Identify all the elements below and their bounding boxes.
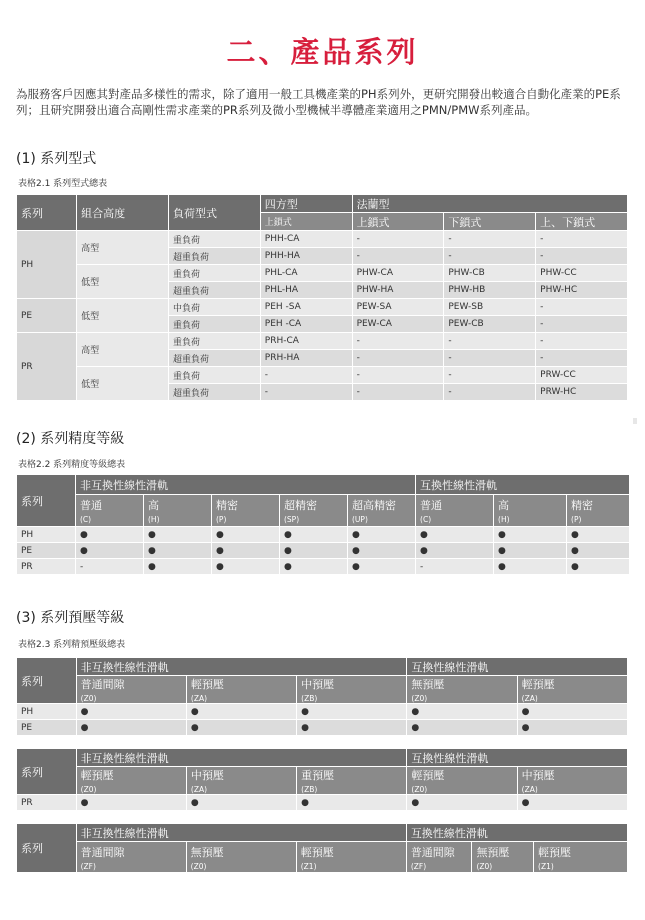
model-cell: - xyxy=(444,231,535,247)
mark-cell: ● xyxy=(494,543,566,558)
mark-cell: ● xyxy=(567,527,629,542)
mark-cell: ● xyxy=(280,527,347,542)
model-cell: PRW-HC xyxy=(536,384,627,400)
model-cell: - xyxy=(353,231,444,247)
precision-table xyxy=(16,474,630,575)
header-non-interchangeable: 非互換性線性滑軌 xyxy=(77,749,407,766)
mark-cell: ● xyxy=(348,527,415,542)
model-cell: - xyxy=(261,367,352,383)
model-cell: PHW-CC xyxy=(536,265,627,281)
preload-header: 輕預壓 (Z1) xyxy=(534,842,627,872)
model-cell: PHW-HB xyxy=(444,282,535,298)
mark-cell: ● xyxy=(297,720,406,735)
mark-cell: ● xyxy=(77,704,186,719)
model-cell: PEH -SA xyxy=(261,299,352,315)
mark-cell: ● xyxy=(187,704,296,719)
model-cell: PRH-CA xyxy=(261,333,352,349)
mark-cell: ● xyxy=(144,543,211,558)
series-cell: PH xyxy=(17,527,75,542)
mark-cell: ● xyxy=(77,720,186,735)
intro-paragraph: 為服務客戶因應其對產品多樣性的需求，除了適用一般工具機產業的PH系列外，更研究開發出較適合自動化產業的PE系列；且研究開發出適合高剛性需求產業的PR系列及微小型機械半導體產業適用之PMN/PMW系列產品。 xyxy=(16,87,621,117)
header-flange-both-lock: 上、下鎖式 xyxy=(536,213,627,230)
height-cell: 低型 xyxy=(77,265,168,298)
preload-header: 重預壓 (ZB) xyxy=(297,767,406,794)
header-square: 四方型 xyxy=(261,195,352,212)
page-edge-mark xyxy=(633,418,637,424)
header-flange: 法蘭型 xyxy=(353,195,627,212)
mark-cell: ● xyxy=(144,527,211,542)
height-cell: 高型 xyxy=(77,231,168,264)
model-cell: - xyxy=(353,367,444,383)
model-cell: - xyxy=(353,333,444,349)
model-cell: - xyxy=(536,350,627,366)
header-series: 系列 xyxy=(17,658,76,703)
grade-header: 高 (H) xyxy=(144,495,211,526)
grade-header: 普通 (C) xyxy=(416,495,493,526)
model-cell: - xyxy=(444,350,535,366)
mark-cell: ● xyxy=(297,704,406,719)
series-cell: PH xyxy=(17,704,76,719)
mark-cell: ● xyxy=(494,527,566,542)
preload-header: 輕預壓 (Z0) xyxy=(407,767,516,794)
section-heading-series-type: (1) 系列型式 xyxy=(16,151,97,167)
mark-cell: ● xyxy=(280,543,347,558)
mark-cell: ● xyxy=(348,543,415,558)
mark-cell: ● xyxy=(416,543,493,558)
preload-header: 普通間隙 (ZF) xyxy=(407,842,472,872)
mark-cell: ● xyxy=(212,527,279,542)
header-interchangeable: 互換性線性滑軌 xyxy=(407,658,627,675)
model-cell: PEW-SA xyxy=(353,299,444,315)
model-cell: - xyxy=(261,384,352,400)
header-series: 系列 xyxy=(17,749,76,794)
preload-header: 普通間隙 (Z0) xyxy=(77,676,186,703)
header-load-type: 負荷型式 xyxy=(169,195,260,230)
header-interchangeable: 互換性線性滑軌 xyxy=(407,749,627,766)
load-cell: 重負荷 xyxy=(169,231,260,247)
preload-header: 輕預壓 (Z0) xyxy=(77,767,186,794)
model-cell: - xyxy=(444,384,535,400)
model-cell: - xyxy=(536,316,627,332)
preload-header: 無預壓 (Z0) xyxy=(187,842,296,872)
model-cell: PEW-CA xyxy=(353,316,444,332)
grade-header: 精密 (P) xyxy=(567,495,629,526)
model-cell: PHW-HA xyxy=(353,282,444,298)
model-cell: - xyxy=(353,248,444,264)
height-cell: 高型 xyxy=(77,333,168,366)
section-heading-precision: (2) 系列精度等級 xyxy=(16,431,125,447)
load-cell: 超重負荷 xyxy=(169,384,260,400)
header-series: 系列 xyxy=(17,475,75,526)
mark-cell: - xyxy=(416,559,493,574)
load-cell: 超重負荷 xyxy=(169,350,260,366)
load-cell: 超重負荷 xyxy=(169,248,260,264)
mark-cell: ● xyxy=(518,704,627,719)
mark-cell: ● xyxy=(567,543,629,558)
model-cell: PHL-HA xyxy=(261,282,352,298)
model-cell: - xyxy=(353,350,444,366)
model-cell: - xyxy=(536,299,627,315)
mark-cell: ● xyxy=(518,720,627,735)
series-cell: PE xyxy=(17,720,76,735)
model-cell: PHW-HC xyxy=(536,282,627,298)
model-cell: PEW-CB xyxy=(444,316,535,332)
header-non-interchangeable: 非互換性線性滑軌 xyxy=(76,475,415,494)
model-cell: - xyxy=(353,384,444,400)
mark-cell: ● xyxy=(518,795,627,810)
mark-cell: ● xyxy=(407,720,516,735)
height-cell: 低型 xyxy=(77,367,168,400)
mark-cell: ● xyxy=(76,527,143,542)
preload-table-pr xyxy=(16,748,628,811)
mark-cell: ● xyxy=(567,559,629,574)
model-cell: PEH -CA xyxy=(261,316,352,332)
table-caption: 表格2.3 系列精預壓級總表 xyxy=(18,640,126,650)
header-flange-bottom-lock: 下鎖式 xyxy=(444,213,535,230)
mark-cell: ● xyxy=(187,795,296,810)
table-caption: 表格2.2 系列精度等級總表 xyxy=(18,460,126,470)
grade-header: 精密 (P) xyxy=(212,495,279,526)
mark-cell: ● xyxy=(348,559,415,574)
mark-cell: ● xyxy=(407,795,516,810)
load-cell: 重負荷 xyxy=(169,316,260,332)
mark-cell: ● xyxy=(212,543,279,558)
grade-header: 超高精密 (UP) xyxy=(348,495,415,526)
header-interchangeable: 互換性線性滑軌 xyxy=(407,824,627,841)
preload-header: 中預壓 (ZB) xyxy=(297,676,406,703)
mark-cell: ● xyxy=(407,704,516,719)
series-cell: PE xyxy=(17,543,75,558)
model-cell: - xyxy=(536,248,627,264)
model-cell: - xyxy=(444,333,535,349)
preload-header: 輕預壓 (ZA) xyxy=(187,676,296,703)
page-title: 二、產品系列 xyxy=(226,35,419,69)
header-series: 系列 xyxy=(17,195,76,230)
preload-header: 無預壓 (Z0) xyxy=(472,842,533,872)
table-caption: 表格2.1 系列型式總表 xyxy=(18,179,108,189)
load-cell: 重負荷 xyxy=(169,333,260,349)
height-cell: 低型 xyxy=(77,299,168,332)
mark-cell: ● xyxy=(297,795,406,810)
preload-header: 中預壓 (ZA) xyxy=(518,767,627,794)
series-cell: PE xyxy=(17,299,76,332)
grade-header: 普通 (C) xyxy=(76,495,143,526)
preload-table-ph-pe xyxy=(16,657,628,736)
header-non-interchangeable: 非互換性線性滑軌 xyxy=(77,824,406,841)
model-cell: PHH-CA xyxy=(261,231,352,247)
series-cell: PR xyxy=(17,795,76,810)
series-cell: PH xyxy=(17,231,76,298)
load-cell: 重負荷 xyxy=(169,265,260,281)
preload-table-pm xyxy=(16,823,628,873)
preload-header: 輕預壓 (Z1) xyxy=(297,842,406,872)
model-cell: PEW-SB xyxy=(444,299,535,315)
mark-cell: - xyxy=(76,559,143,574)
header-interchangeable: 互換性線性滑軌 xyxy=(416,475,629,494)
model-cell: PHW-CA xyxy=(353,265,444,281)
model-cell: PHL-CA xyxy=(261,265,352,281)
load-cell: 重負荷 xyxy=(169,367,260,383)
preload-header: 普通間隙 (ZF) xyxy=(77,842,186,872)
preload-header: 中預壓 (ZA) xyxy=(187,767,296,794)
mark-cell: ● xyxy=(212,559,279,574)
header-non-interchangeable: 非互換性線性滑軌 xyxy=(77,658,407,675)
section-heading-preload: (3) 系列預壓等級 xyxy=(16,610,125,626)
preload-header: 輕預壓 (ZA) xyxy=(518,676,627,703)
model-cell: PRW-CC xyxy=(536,367,627,383)
mark-cell: ● xyxy=(494,559,566,574)
model-cell: PHW-CB xyxy=(444,265,535,281)
model-cell: - xyxy=(536,333,627,349)
model-cell: - xyxy=(536,231,627,247)
model-cell: - xyxy=(444,367,535,383)
load-cell: 中負荷 xyxy=(169,299,260,315)
mark-cell: ● xyxy=(416,527,493,542)
series-cell: PR xyxy=(17,559,75,574)
model-cell: - xyxy=(444,248,535,264)
grade-header: 超精密 (SP) xyxy=(280,495,347,526)
header-square-top-lock: 上鎖式 xyxy=(261,213,352,230)
header-height: 組合高度 xyxy=(77,195,168,230)
mark-cell: ● xyxy=(144,559,211,574)
model-cell: PHH-HA xyxy=(261,248,352,264)
preload-header: 無預壓 (Z0) xyxy=(407,676,516,703)
header-flange-top-lock: 上鎖式 xyxy=(353,213,444,230)
mark-cell: ● xyxy=(187,720,296,735)
mark-cell: ● xyxy=(280,559,347,574)
series-cell: PR xyxy=(17,333,76,400)
mark-cell: ● xyxy=(76,543,143,558)
load-cell: 超重負荷 xyxy=(169,282,260,298)
model-cell: PRH-HA xyxy=(261,350,352,366)
header-series: 系列 xyxy=(17,824,76,872)
series-type-table xyxy=(16,194,628,401)
mark-cell: ● xyxy=(77,795,186,810)
grade-header: 高 (H) xyxy=(494,495,566,526)
